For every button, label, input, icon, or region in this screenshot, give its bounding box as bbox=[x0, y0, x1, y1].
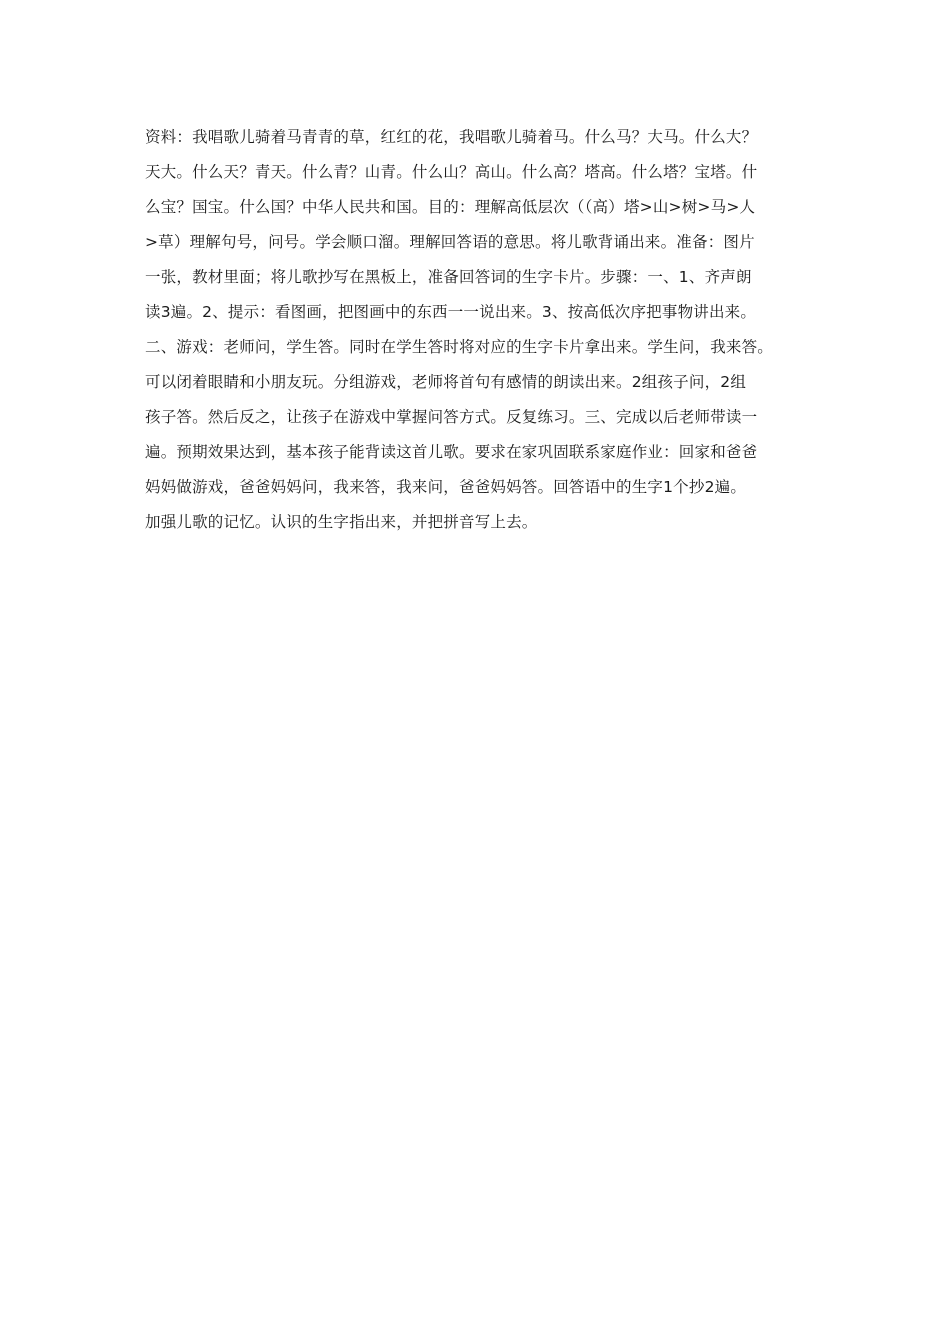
text-line-11: 妈妈做游戏，爸爸妈妈问，我来答，我来问，爸爸妈妈答。回答语中的生字1个抄2遍。 bbox=[145, 478, 747, 496]
text-line-9: 孩子答。然后反之，让孩子在游戏中掌握问答方式。反复练习。三、完成以后老师带读一 bbox=[145, 408, 758, 426]
text-line-4: >草）理解句号，问号。学会顺口溜。理解回答语的意思。将儿歌背诵出来。准备：图片 bbox=[145, 233, 755, 251]
text-line-10: 遍。预期效果达到，基本孩子能背读这首儿歌。要求在家巩固联系家庭作业：回家和爸爸 bbox=[145, 443, 758, 461]
text-line-8: 可以闭着眼睛和小朋友玩。分组游戏，老师将首句有感情的朗读出来。2组孩子问，2组 bbox=[145, 373, 747, 391]
text-line-7: 二、游戏：老师问，学生答。同时在学生答时将对应的生字卡片拿出来。学生问，我来答。 bbox=[145, 338, 774, 356]
text-line-6: 读3遍。2、提示：看图画，把图画中的东西一一说出来。3、按高低次序把事物讲出来。 bbox=[145, 303, 757, 321]
text-line-3: 么宝？国宝。什么国？中华人民共和国。目的：理解高低层次（（高）塔>山>树>马>人 bbox=[145, 198, 756, 216]
text-line-12: 加强儿歌的记忆。认识的生字指出来，并把拼音写上去。 bbox=[145, 513, 538, 531]
text-line-5: 一张，教材里面；将儿歌抄写在黑板上，准备回答词的生字卡片。步骤：一、1、齐声朗 bbox=[145, 268, 752, 286]
text-line-2: 天大。什么天？青天。什么青？山青。什么山？高山。什么高？塔高。什么塔？宝塔。什 bbox=[145, 163, 758, 181]
text-line-1: 资料：我唱歌儿骑着马青青的草，红红的花，我唱歌儿骑着马。什么马？大马。什么大？ bbox=[145, 128, 758, 146]
document-body bbox=[145, 120, 813, 540]
